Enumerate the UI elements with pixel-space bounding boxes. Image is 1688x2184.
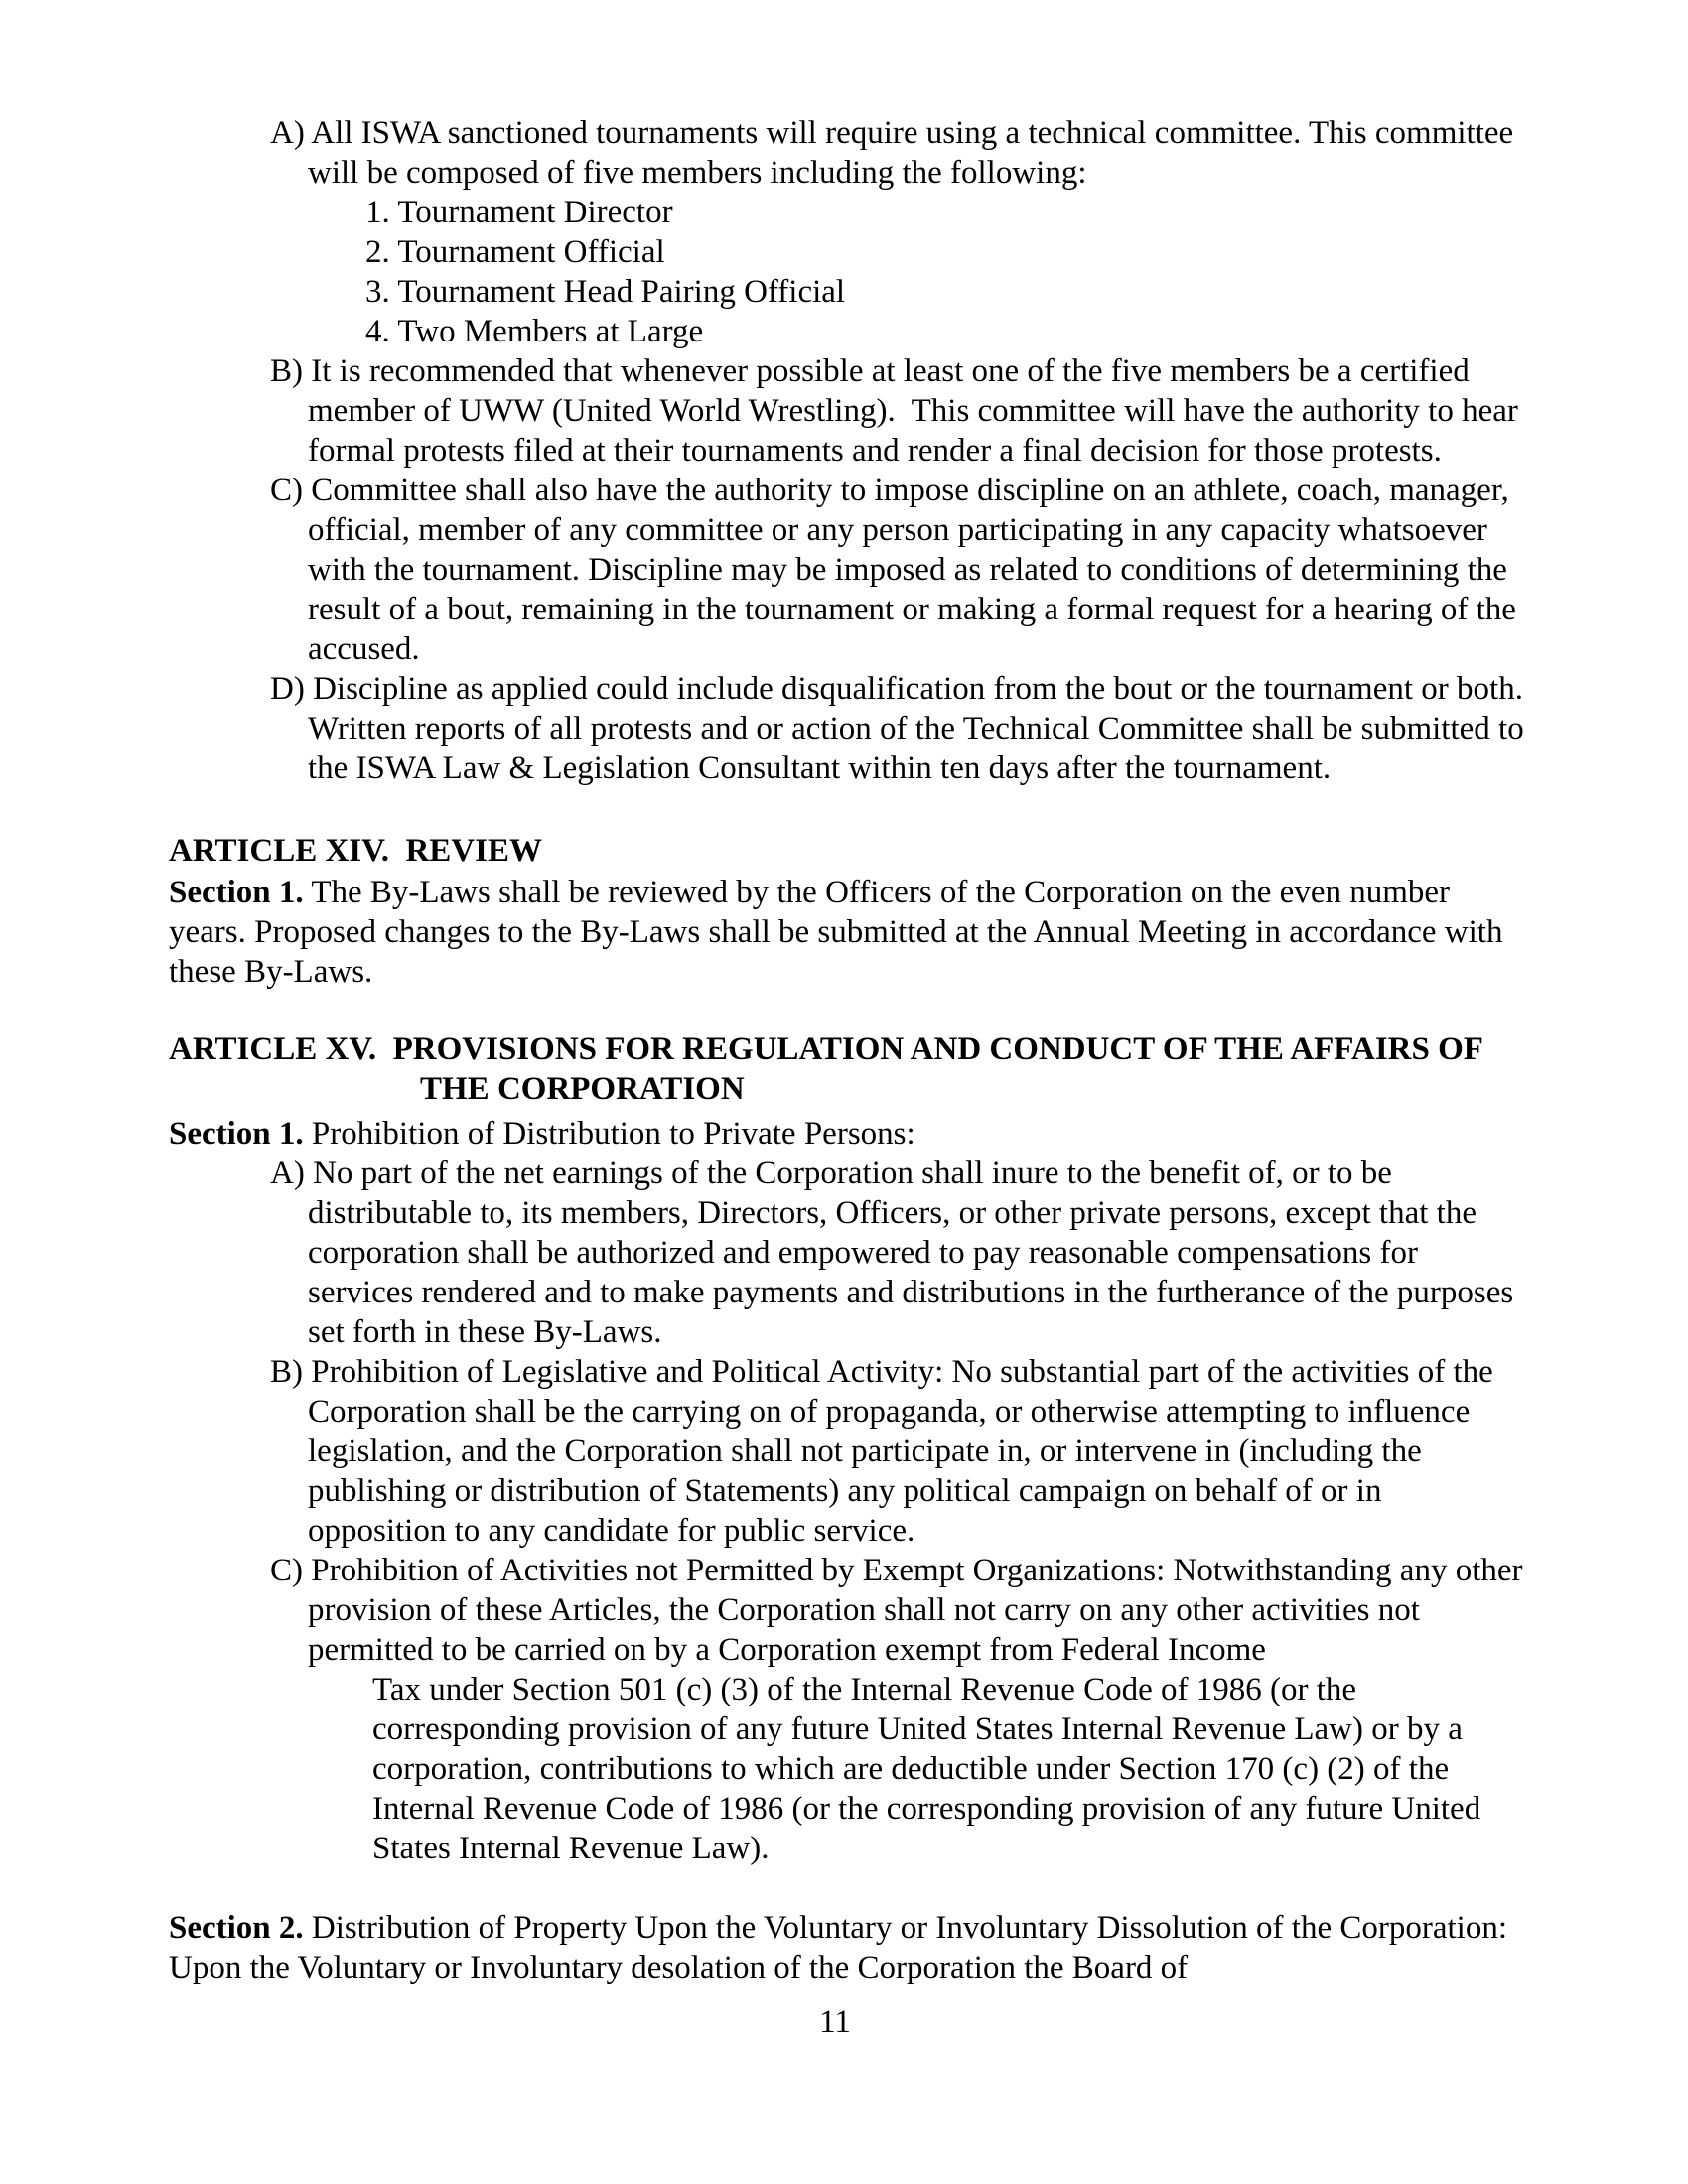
article-xv-heading-line-1: ARTICLE XV. PROVISIONS FOR REGULATION AND CONDUCT OF THE AFFAIRS OF xyxy=(169,1031,1483,1067)
list-item-d-discipline-reports: D) Discipline as applied could include disqualification from the bout or the tournament or both. Written reports of all protests and or action of the Technical Committee shall be submitted to the ISWA Law & Legislation Consultant within ten days after the tournament. xyxy=(270,671,1532,786)
article-xv-section-1-paragraph xyxy=(169,1114,1525,1154)
section-2-label: Section 2. xyxy=(169,1910,304,1946)
numbered-item-1: 1. Tournament Director xyxy=(365,195,673,230)
section-1-text: Prohibition of Distribution to Private Persons: xyxy=(303,1116,915,1152)
list-item-c-exempt-organizations: C) Prohibition of Activities not Permitted by Exempt Organizations: Notwithstanding any other provision of these Articles, the Corporation shall not carry on any other activities not permitted to be carried on by a Corporation exempt from Federal Income xyxy=(270,1553,1531,1668)
list-item-c-committee-discipline: C) Committee shall also have the authority to impose discipline on an athlete, coach, manager, official, member of any committee or any person participating in any capacity whatsoever with the tournament. Discipline may be imposed as related to conditions of determining the result of a bout, remaining in the tournament or making a formal request for a hearing of the accused. xyxy=(270,473,1525,667)
article-xv-heading-line-2: THE CORPORATION xyxy=(420,1071,745,1107)
section-1-label: Section 1. xyxy=(169,875,304,910)
section-1-text: The By-Laws shall be reviewed by the Officers of the Corporation on the even number years. Proposed changes to the By-Laws shall be submitted at the Annual Meeting in accordance with these By-Laws. xyxy=(169,875,1511,990)
list-item-b-uww-recommendation: B) It is recommended that whenever possible at least one of the five members be a certified member of UWW (United World Wrestling). This committee will have the authority to hear formal protests filed at their tournaments and render a final decision for those protests. xyxy=(270,353,1527,469)
article-xv-section-2-paragraph xyxy=(169,1908,1525,1987)
numbered-item-4: 4. Two Members at Large xyxy=(365,314,704,349)
tax-code-continuation-paragraph: Tax under Section 501 (c) (3) of the Internal Revenue Code of 1986 (or the corresponding provision of any future United States Internal Revenue Law) or by a corporation, contributions to which are deductible under Section 170 (c) (2) of the Internal Revenue Code of 1986 (or the corresponding provision of any future United States Internal Revenue Law). xyxy=(372,1672,1489,1866)
article-xv-heading xyxy=(169,1029,1525,1109)
article-xiv-section-1-paragraph xyxy=(169,873,1525,992)
list-item-b-political-activity: B) Prohibition of Legislative and Political Activity: No substantial part of the activities of the Corporation shall be the carrying on of propaganda, or otherwise attempting to influence legislation, and the Corporation shall not participate in, or intervene in (including the publishing or distribution of Statements) any political campaign on behalf of or in opposition to any candidate for public service. xyxy=(270,1354,1502,1549)
numbered-item-3: 3. Tournament Head Pairing Official xyxy=(365,274,846,310)
document-body xyxy=(169,113,1532,2042)
page-number: 11 xyxy=(819,2004,851,2040)
list-item-a-technical-committee: A) All ISWA sanctioned tournaments will require using a technical committee. This committee will be composed of five members including the following: xyxy=(270,115,1522,191)
article-xiv-heading: ARTICLE XIV. REVIEW xyxy=(169,833,542,869)
section-2-text: Distribution of Property Upon the Voluntary or Involuntary Dissolution of the Corporation: Upon the Voluntary or Involuntary desolation of the Corporation the Board of xyxy=(169,1910,1516,1985)
numbered-item-2: 2. Tournament Official xyxy=(365,234,665,270)
list-item-a-net-earnings: A) No part of the net earnings of the Corporation shall inure to the benefit of, or to be distributable to, its members, Directors, Officers, or other private persons, except that the corporation shall be authorized and empowered to pay reasonable compensations for services rendered and to make payments and distributions in the furtherance of the purposes set forth in these By-Laws. xyxy=(270,1156,1522,1350)
section-1-label: Section 1. xyxy=(169,1116,304,1152)
